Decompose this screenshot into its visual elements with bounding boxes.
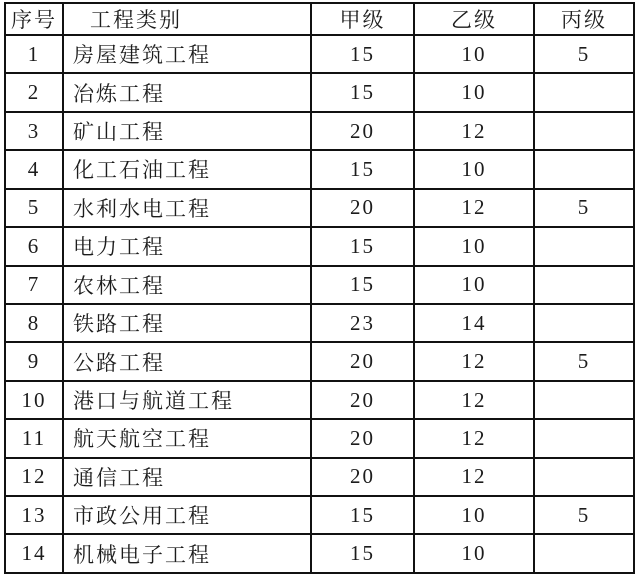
cell-no: 10 — [5, 381, 63, 419]
cell-grade_c — [534, 304, 634, 342]
table-row — [5, 419, 634, 457]
cell-grade_b: 12 — [414, 189, 534, 227]
table-row — [5, 304, 634, 342]
cell-no: 11 — [5, 419, 63, 457]
cell-no: 12 — [5, 458, 63, 496]
cell-grade_b: 10 — [414, 496, 534, 534]
cell-grade_c — [534, 458, 634, 496]
cell-no: 4 — [5, 150, 63, 188]
table-row — [5, 381, 634, 419]
cell-grade_a: 20 — [311, 458, 414, 496]
header-row — [5, 3, 634, 35]
table-row — [5, 35, 634, 73]
table-row — [5, 227, 634, 265]
cell-grade_b: 10 — [414, 35, 534, 73]
cell-grade_c — [534, 381, 634, 419]
table-row — [5, 342, 634, 380]
cell-no: 14 — [5, 534, 63, 573]
cell-grade_a: 15 — [311, 150, 414, 188]
table-row — [5, 266, 634, 304]
cell-grade_c — [534, 534, 634, 573]
cell-grade_b: 12 — [414, 458, 534, 496]
cell-no: 9 — [5, 342, 63, 380]
cell-grade_a: 15 — [311, 73, 414, 111]
cell-category: 房屋建筑工程 — [63, 35, 311, 73]
cell-no: 7 — [5, 266, 63, 304]
cell-grade_a: 20 — [311, 189, 414, 227]
cell-grade_b: 12 — [414, 112, 534, 150]
cell-no: 3 — [5, 112, 63, 150]
cell-grade_b: 12 — [414, 342, 534, 380]
table-row — [5, 112, 634, 150]
cell-category: 市政公用工程 — [63, 496, 311, 534]
cell-category: 通信工程 — [63, 458, 311, 496]
cell-grade_b: 10 — [414, 227, 534, 265]
cell-grade_b: 12 — [414, 381, 534, 419]
cell-no: 1 — [5, 35, 63, 73]
cell-category: 农林工程 — [63, 266, 311, 304]
cell-grade_a: 15 — [311, 496, 414, 534]
cell-category: 冶炼工程 — [63, 73, 311, 111]
cell-category: 航天航空工程 — [63, 419, 311, 457]
header-cell-grade-c: 丙级 — [534, 3, 634, 35]
cell-grade_a: 15 — [311, 227, 414, 265]
header-cell-grade-b: 乙级 — [414, 3, 534, 35]
cell-grade_a: 20 — [311, 381, 414, 419]
cell-grade_b: 14 — [414, 304, 534, 342]
cell-grade_b: 12 — [414, 419, 534, 457]
cell-category: 电力工程 — [63, 227, 311, 265]
header-cell-grade-a: 甲级 — [311, 3, 414, 35]
cell-category: 港口与航道工程 — [63, 381, 311, 419]
cell-grade_c: 5 — [534, 35, 634, 73]
cell-no: 2 — [5, 73, 63, 111]
header-cell-category: 工程类别 — [63, 3, 311, 35]
cell-grade_a: 23 — [311, 304, 414, 342]
cell-category: 铁路工程 — [63, 304, 311, 342]
cell-grade_c: 5 — [534, 189, 634, 227]
cell-grade_c — [534, 150, 634, 188]
table-row — [5, 150, 634, 188]
qualification-grade-table — [4, 2, 635, 574]
cell-grade_a: 20 — [311, 342, 414, 380]
cell-grade_a: 15 — [311, 266, 414, 304]
cell-grade_c — [534, 419, 634, 457]
cell-category: 化工石油工程 — [63, 150, 311, 188]
cell-grade_a: 15 — [311, 534, 414, 573]
table-row — [5, 534, 634, 573]
cell-no: 5 — [5, 189, 63, 227]
cell-category: 矿山工程 — [63, 112, 311, 150]
cell-grade_a: 20 — [311, 112, 414, 150]
cell-grade_a: 20 — [311, 419, 414, 457]
table-row — [5, 458, 634, 496]
table-row — [5, 189, 634, 227]
cell-no: 13 — [5, 496, 63, 534]
cell-category: 机械电子工程 — [63, 534, 311, 573]
cell-no: 8 — [5, 304, 63, 342]
table-header — [5, 3, 634, 35]
cell-grade_c — [534, 266, 634, 304]
cell-grade_c: 5 — [534, 496, 634, 534]
cell-category: 公路工程 — [63, 342, 311, 380]
cell-no: 6 — [5, 227, 63, 265]
table-body — [5, 35, 634, 573]
cell-grade_b: 10 — [414, 266, 534, 304]
cell-grade_b: 10 — [414, 534, 534, 573]
cell-grade_b: 10 — [414, 73, 534, 111]
table-row — [5, 73, 634, 111]
cell-category: 水利水电工程 — [63, 189, 311, 227]
cell-grade_c — [534, 73, 634, 111]
cell-grade_c: 5 — [534, 342, 634, 380]
cell-grade_b: 10 — [414, 150, 534, 188]
cell-grade_c — [534, 227, 634, 265]
header-cell-no: 序号 — [5, 3, 63, 35]
cell-grade_a: 15 — [311, 35, 414, 73]
table-row — [5, 496, 634, 534]
cell-grade_c — [534, 112, 634, 150]
